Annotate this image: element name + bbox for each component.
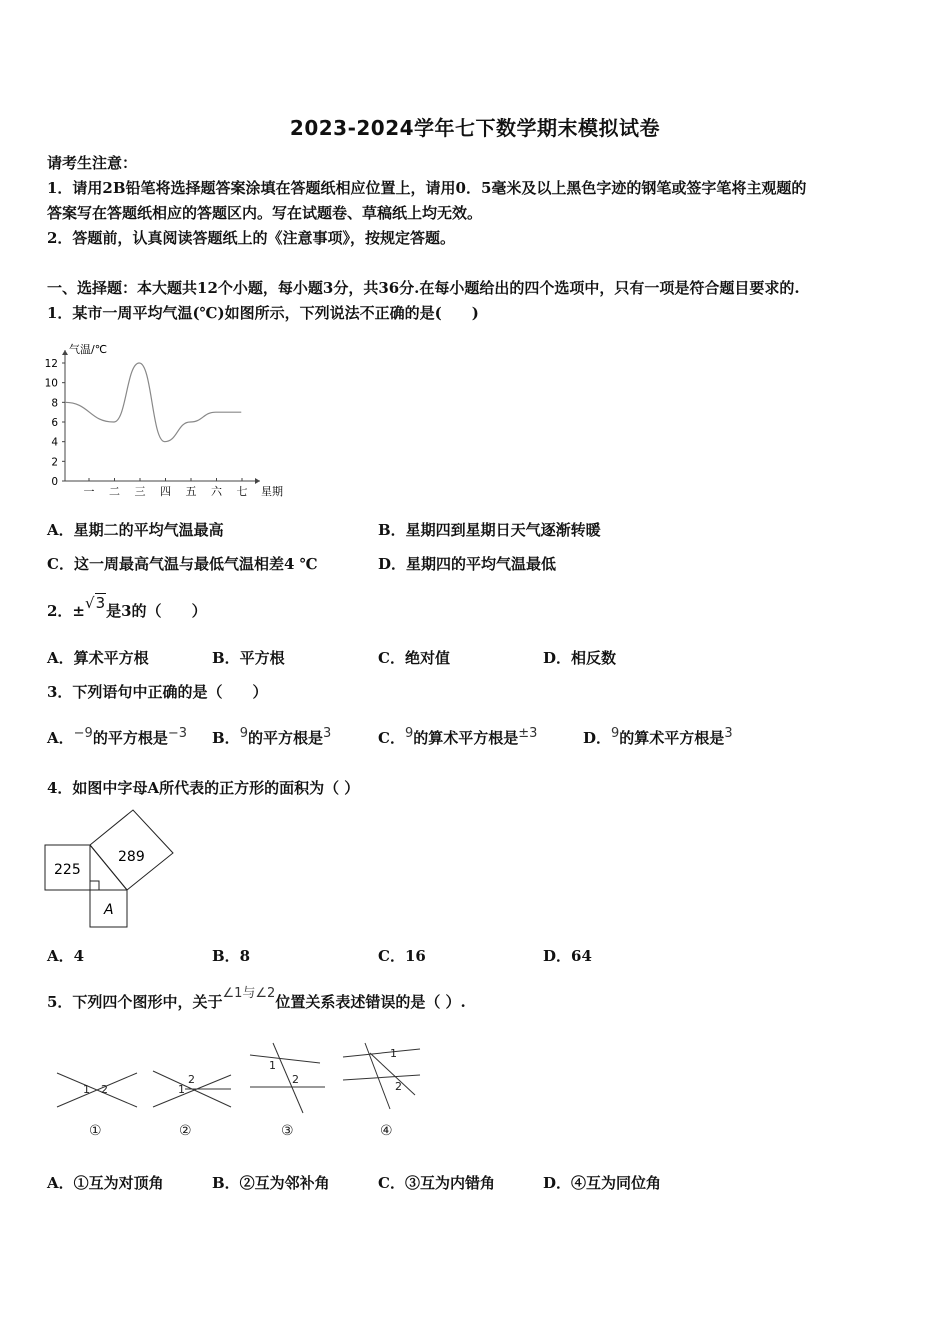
q5-figures <box>45 1035 435 1145</box>
notice-heading: 请考生注意： <box>47 154 138 172</box>
q5-option-d: D．④互为同位角 <box>543 1174 662 1192</box>
q5-fig2-label: ② <box>179 1123 192 1139</box>
q4-right-angle-mark <box>90 881 99 890</box>
q3-a-math-1: −9 <box>73 726 93 741</box>
notice-line-1: 1．请用2B铅笔将选择题答案涂填在答题纸相应位置上，请用0．5毫米及以上黑色字迹的钢笔或签字笔将主观题的 <box>47 179 807 197</box>
q3-option-c <box>378 727 537 748</box>
q5-fig2-angle-1: 1 <box>178 1083 185 1096</box>
q5-fig2-angle-2: 2 <box>188 1073 195 1086</box>
q3-c-math-2: ±3 <box>518 726 538 741</box>
q1-option-a: A．星期二的平均气温最高 <box>47 521 224 539</box>
q3-option-a <box>47 727 187 748</box>
q2-option-c: C．绝对值 <box>378 649 450 667</box>
page-title: 2023-2024学年七下数学期末模拟试卷 <box>289 116 661 140</box>
q4-option-b: B．8 <box>212 947 251 965</box>
q5-stem-post: 位置关系表述错误的是（ ）. <box>275 993 466 1011</box>
q3-b-text: 的平方根是 <box>247 729 323 747</box>
q3-b-math-2: 3 <box>322 726 332 741</box>
temperature-series-line <box>65 363 241 442</box>
q2-stem-post: 是3的（ ） <box>106 602 207 620</box>
section-heading: 一、选择题：本大题共12个小题，每小题3分，共36分.在每小题给出的四个选项中，只有一项是符合题目要求的. <box>47 279 800 297</box>
q5-option-a: A．①互为对顶角 <box>47 1174 164 1192</box>
q3-a-math-2: −3 <box>167 726 187 741</box>
q3-a-text: 的平方根是 <box>92 729 168 747</box>
y-tick-label: 12 <box>44 358 58 370</box>
q4-label-right: 289 <box>118 849 145 865</box>
y-tick-label: 2 <box>51 456 58 469</box>
y-tick-label: 8 <box>51 397 58 410</box>
y-tick-label: 0 <box>51 476 58 488</box>
q2-option-d: D．相反数 <box>543 649 617 667</box>
y-tick-label: 6 <box>51 417 58 429</box>
q5-fig1-angle-2: 2 <box>101 1083 108 1096</box>
q1-stem: 1．某市一周平均气温(℃)如图所示，下列说法不正确的是( ) <box>47 304 479 322</box>
x-tick-label: 一 <box>83 485 95 498</box>
y-axis-label: 气温/℃ <box>69 343 108 356</box>
q2-option-a: A．算术平方根 <box>47 649 149 667</box>
q3-d-math-2: 3 <box>724 726 733 741</box>
q4-stem: 4．如图中字母A所代表的正方形的面积为（ ） <box>47 779 360 797</box>
x-axis-arrow <box>255 478 260 484</box>
q3-d-math-1: 9 <box>611 726 620 741</box>
y-tick-label: 10 <box>44 377 58 390</box>
q5-fig4-label: ④ <box>380 1123 393 1139</box>
q3-a-label: A． <box>47 729 74 747</box>
q5-angle-math: ∠1与∠2 <box>222 986 276 1001</box>
q2-option-b: B．平方根 <box>212 649 285 667</box>
q5-fig3-angle-1: 1 <box>269 1059 276 1072</box>
q3-option-d <box>583 727 733 748</box>
notice-line-2: 2．答题前，认真阅读答题纸上的《注意事项》，按规定答题。 <box>47 229 455 247</box>
q5-fig1-label: ① <box>89 1123 102 1139</box>
x-tick-label: 四 <box>160 485 171 498</box>
x-tick-label: 二 <box>109 485 120 498</box>
q5-stem-pre: 5．下列四个图形中，关于 <box>47 993 223 1011</box>
q2-stem <box>47 594 207 621</box>
q3-d-label: D． <box>583 729 612 747</box>
x-tick-label: 三 <box>134 485 146 498</box>
q1-option-c: C．这一周最高气温与最低气温相差4 ℃ <box>47 555 318 573</box>
q3-c-text: 的算术平方根是 <box>413 729 519 747</box>
q4-label-a: A <box>104 902 114 918</box>
q2-stem-pre: 2．± <box>47 602 86 620</box>
q5-option-b: B．②互为邻补角 <box>212 1174 330 1192</box>
notice-line-1b: 答案写在答题纸相应的答题区内。写在试题卷、草稿纸上均无效。 <box>47 204 483 222</box>
q3-b-math-1: 9 <box>239 726 248 741</box>
q5-fig3-label: ③ <box>281 1123 294 1139</box>
q5-fig4-angle-1: 1 <box>390 1047 397 1060</box>
x-tick-label: 五 <box>185 485 197 498</box>
q5-fig4-angle-2: 2 <box>395 1080 402 1093</box>
q3-stem: 3．下列语句中正确的是（ ） <box>47 683 268 701</box>
q3-b-label: B． <box>212 729 240 747</box>
q4-option-a: A．4 <box>47 947 85 965</box>
q1-option-b: B．星期四到星期日天气逐渐转暖 <box>378 521 601 539</box>
q3-c-label: C． <box>378 729 405 747</box>
q5-fig1-angle-1: 1 <box>83 1083 90 1096</box>
q4-label-left: 225 <box>54 862 81 878</box>
q5-stem <box>47 986 466 1012</box>
q2-radicand: 3 <box>95 594 106 612</box>
x-axis-label: 星期 <box>261 485 283 498</box>
q1-temperature-chart <box>40 338 290 503</box>
x-tick-label: 七 <box>236 485 248 498</box>
x-tick-label: 六 <box>211 485 222 498</box>
q1-option-d: D．星期四的平均气温最低 <box>378 555 557 573</box>
q3-c-math-1: 9 <box>404 726 414 741</box>
q3-d-text: 的算术平方根是 <box>619 729 725 747</box>
q5-fig3-angle-2: 2 <box>292 1073 299 1086</box>
q4-option-c: C．16 <box>378 947 426 965</box>
q4-squares-figure <box>40 805 185 930</box>
q2-sqrt: √3 <box>85 594 106 612</box>
q4-option-d: D．64 <box>543 947 592 965</box>
y-axis-arrow <box>62 350 68 355</box>
q3-option-b <box>212 727 331 748</box>
q5-option-c: C．③互为内错角 <box>378 1174 495 1192</box>
y-tick-label: 4 <box>51 436 58 449</box>
